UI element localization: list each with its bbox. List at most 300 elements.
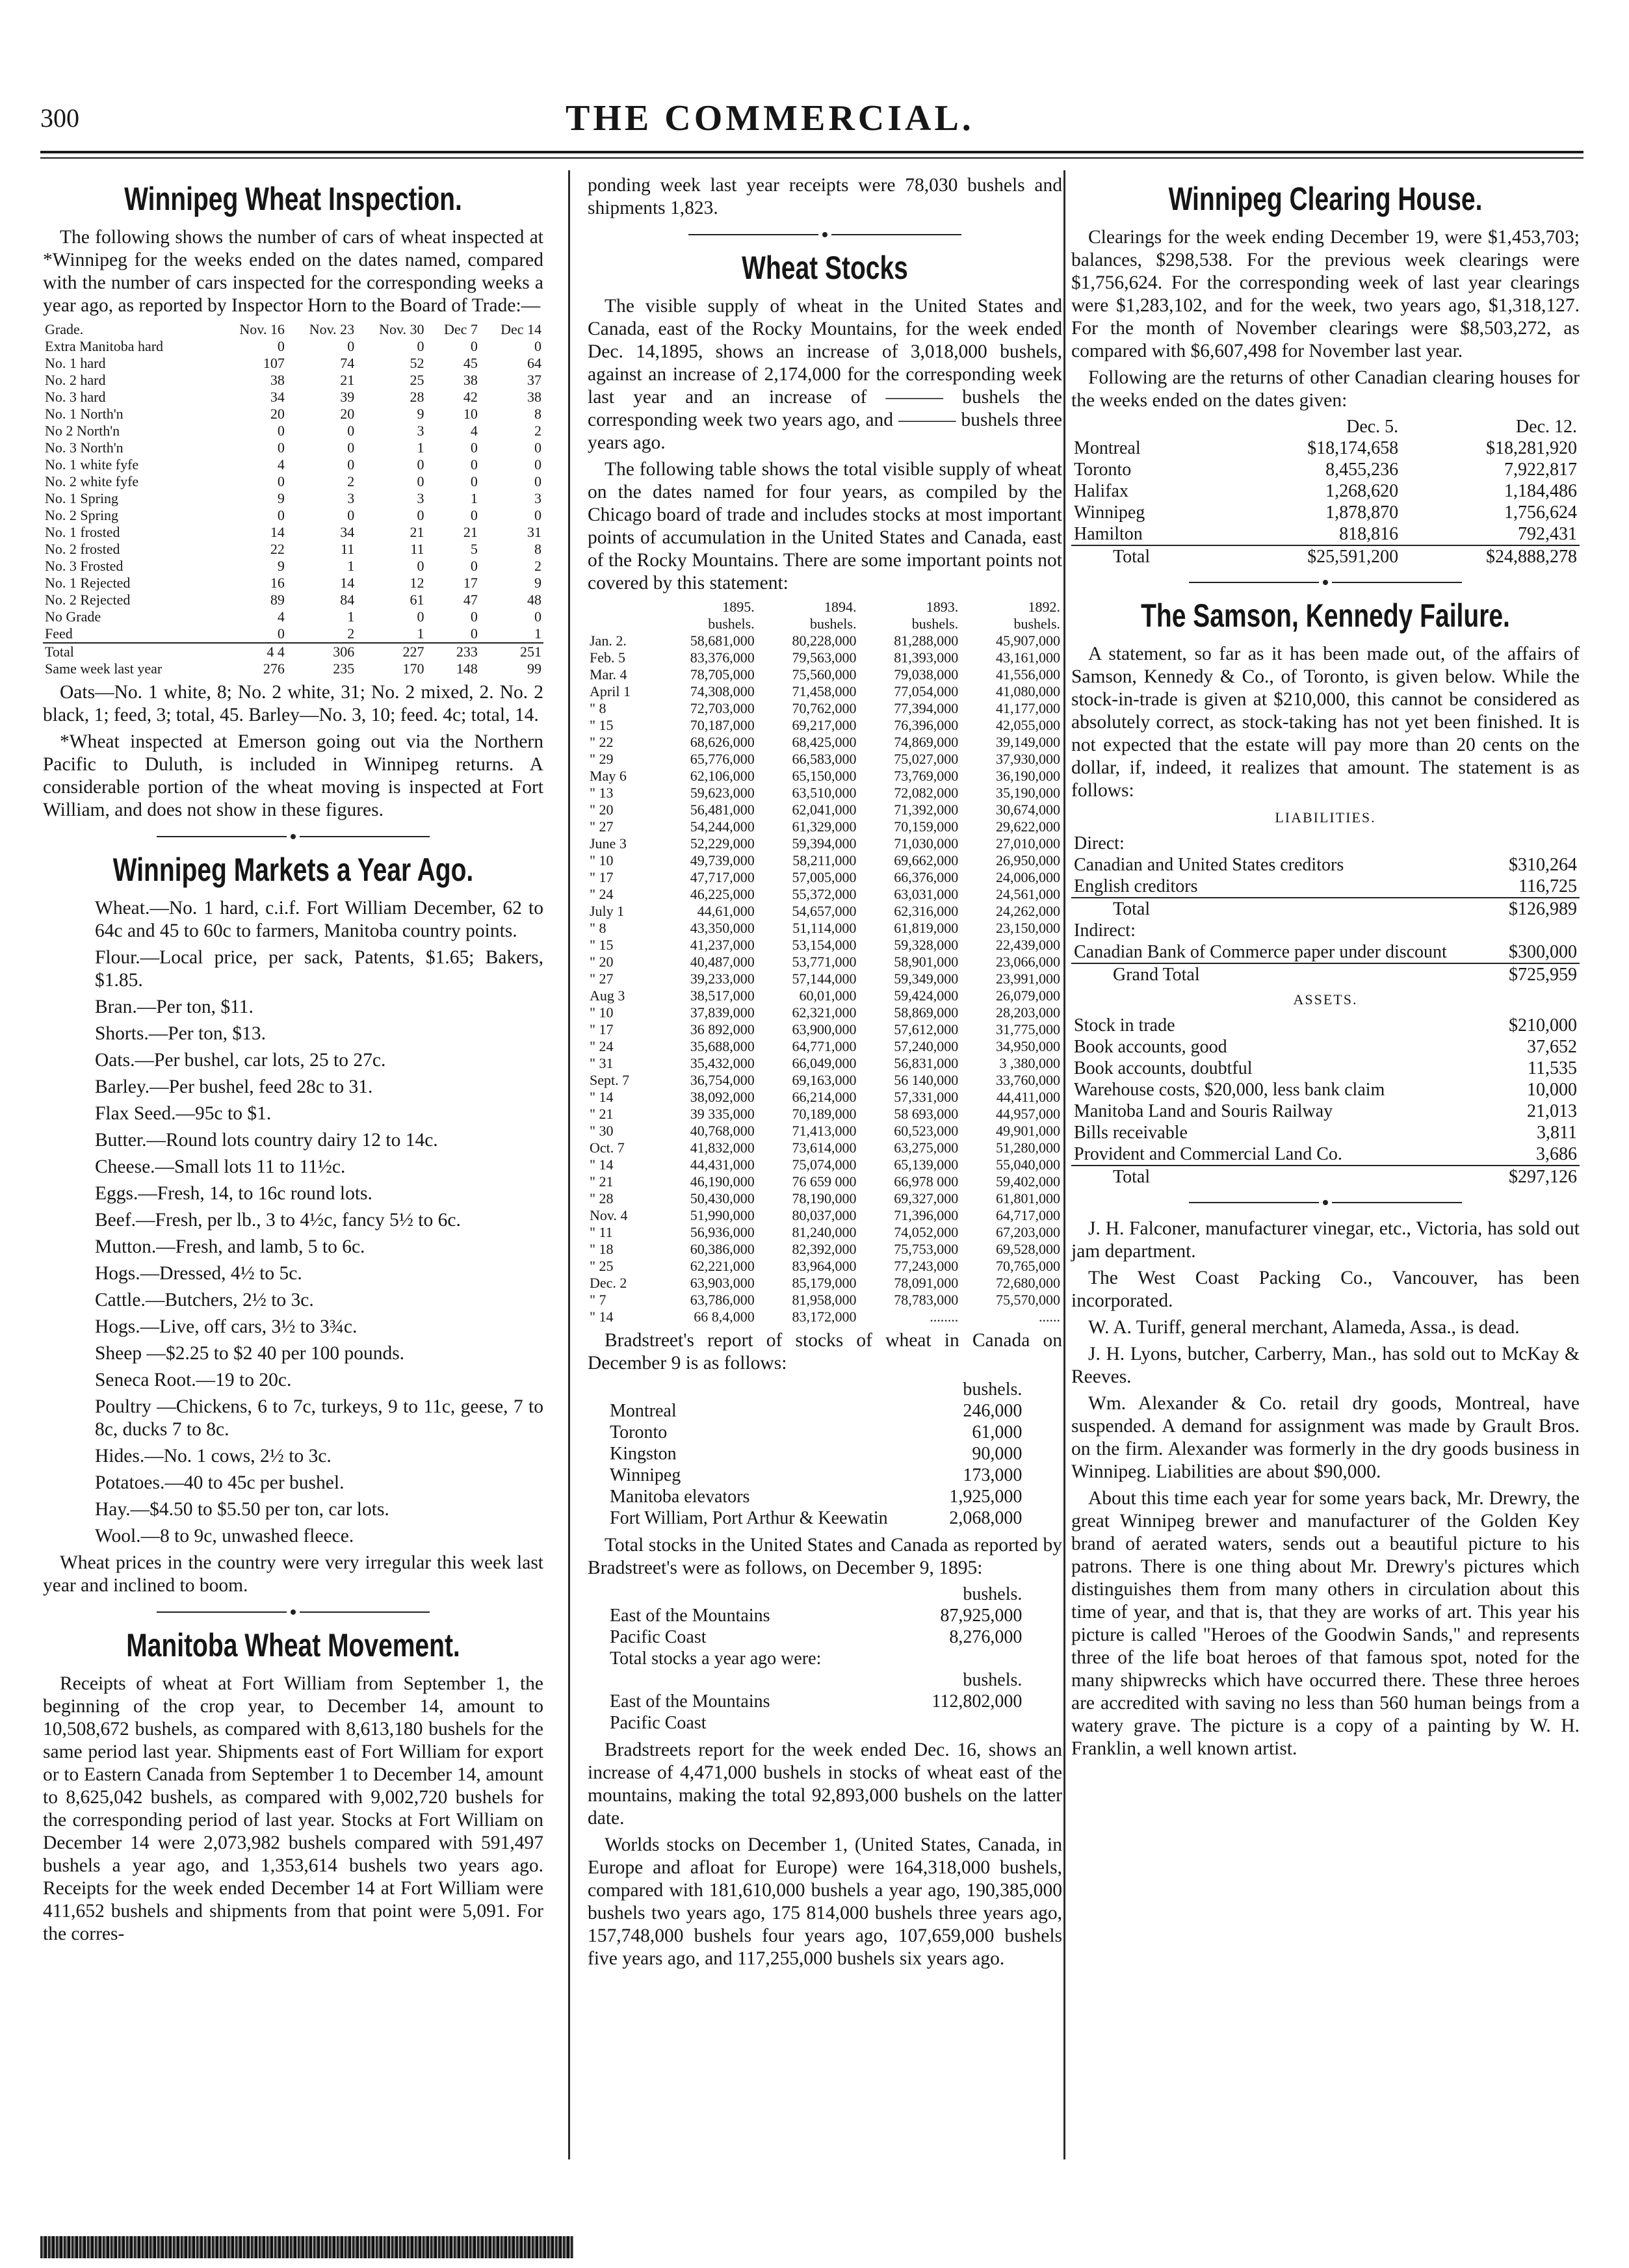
supply-cell: 56,481,000 <box>690 802 755 818</box>
asset-value: 37,652 <box>1527 1037 1577 1057</box>
supply-cell: 44,431,000 <box>690 1156 755 1173</box>
supply-cell: 39,233,000 <box>690 971 755 987</box>
supply-cell: 79,563,000 <box>792 649 857 666</box>
market-item: Barley.—Per bushel, feed 28c to 31. <box>95 1076 373 1097</box>
grade-cell: No. 1 frosted <box>45 524 120 540</box>
clearing-p2: Following are the returns of other Canadian clearing houses for the weeks ended on the dates given: <box>1071 367 1580 411</box>
stocks-p2: The following table shows the total visible supply of wheat on the dates named for four years, as compiled by the Chicago board of trade and includes stocks at most important points of accumulation in the United States and Canada, east of the Rocky Mountains. There are some important points not covered by this statement: <box>588 459 1062 593</box>
supply-cell: 72,703,000 <box>690 700 755 716</box>
asset-value: $210,000 <box>1509 1015 1577 1036</box>
amount-cell: 1,268,620 <box>1325 481 1399 501</box>
us-row <box>607 1605 1024 1626</box>
market-item: Hides.—No. 1 cows, 2½ to 3c. <box>95 1446 332 1466</box>
count-cell: 0 <box>277 473 285 489</box>
column-3 <box>1071 174 1580 1764</box>
count-cell: 3 <box>417 490 424 506</box>
supply-cell: 66,049,000 <box>792 1055 857 1071</box>
supply-cell: 45,907,000 <box>996 632 1060 649</box>
unit-header: bushels. <box>809 616 857 632</box>
supply-row <box>588 886 1062 903</box>
movement-text: Receipts of wheat at Fort William from September 1, the beginning of the crop year, to December 14, amount to 10,508,672 bushels, as compared with 8,613,180 bushels for the same period last year. Shipments east of Fort William for export or to Eastern Canada from September 1 to December 14, amount to 8,625,042 bushels, as compared with 9,002,720 bushels for the corresponding period of last year. Stocks at Fort William on December 14 were 2,073,982 bushels compared with 591,497 bushels a year ago, and 1,353,614 bushels two years ago. Receipts for the week ended December 14 at Fort William were 411,652 bushels and shipments from that point were 5,091. For the corres- <box>43 1673 543 1944</box>
supply-cell: 29,622,000 <box>996 818 1060 835</box>
count-cell: 0 <box>277 439 285 456</box>
inspection-header: Nov. 23 <box>309 321 355 337</box>
supply-cell: 74,052,000 <box>894 1224 959 1240</box>
clearing-total-label: Total <box>1071 545 1222 567</box>
supply-cell: 49,901,000 <box>996 1123 1060 1139</box>
stocks-p1: The visible supply of wheat in the United States and Canada, east of the Rocky Mountains, for the week ended Dec. 14,1895, shows an increase of 3,018,000 bushels, against an increase of 2,174,000 for the corresponding week last year and an increase of ——— bushels the corresponding week two years ago, and ——— bushels three years ago. <box>588 296 1062 453</box>
supply-cell: 61,801,000 <box>996 1190 1060 1206</box>
supply-cell: 24,006,000 <box>996 869 1060 885</box>
amount-cell: 1,756,624 <box>1504 502 1577 523</box>
supply-cell: 35,432,000 <box>690 1055 755 1071</box>
grade-cell: No Grade <box>45 608 101 625</box>
count-cell: 2 <box>347 625 355 642</box>
same-week-cell: 99 <box>527 660 541 677</box>
count-cell: 47 <box>463 592 478 608</box>
unit-spacer <box>588 616 655 632</box>
supply-cell: 69,217,000 <box>792 717 857 733</box>
supply-cell: 37,839,000 <box>690 1004 755 1021</box>
count-cell: 0 <box>470 507 478 523</box>
grade-cell: No. 3 North'n <box>45 439 124 456</box>
supply-cell: 78,190,000 <box>792 1190 857 1206</box>
supply-cell: 62,106,000 <box>690 768 755 784</box>
date-cell: " 8 <box>590 920 606 936</box>
date-cell: " 24 <box>590 886 614 902</box>
supply-cell: 83,376,000 <box>690 649 755 666</box>
supply-cell: 65,139,000 <box>894 1156 959 1173</box>
grand-total-value: $725,959 <box>1497 963 1580 985</box>
amount-cell: 8,455,236 <box>1325 460 1399 480</box>
supply-row <box>588 1038 1062 1055</box>
grade-cell: No. 2 Spring <box>45 507 119 523</box>
supply-cell: 81,958,000 <box>792 1292 857 1308</box>
supply-cell: 66,214,000 <box>792 1089 857 1105</box>
date-cell: " 27 <box>590 971 614 987</box>
count-cell: 11 <box>410 541 424 557</box>
separator <box>588 226 1062 241</box>
supply-cell: 28,203,000 <box>996 1004 1060 1021</box>
canada-row <box>607 1422 1024 1443</box>
inspection-row <box>43 625 543 643</box>
eng-creditors-value: 116,725 <box>1518 876 1577 896</box>
supply-cell: 69,662,000 <box>894 852 959 868</box>
location-cell: Montreal <box>610 1401 677 1421</box>
supply-cell: 65,150,000 <box>792 768 857 784</box>
date-cell: " 18 <box>590 1241 614 1257</box>
supply-cell: 44,411,000 <box>996 1089 1060 1105</box>
supply-cell: ...... <box>1039 1309 1060 1325</box>
bank-value: $300,000 <box>1509 942 1577 962</box>
date-cell: April 1 <box>590 683 631 699</box>
count-cell: 25 <box>410 372 424 388</box>
count-cell: 21 <box>340 372 355 388</box>
count-cell: 8 <box>534 541 541 557</box>
supply-cell: 78,705,000 <box>690 666 755 683</box>
supply-cell: 37,930,000 <box>996 751 1060 767</box>
column-divider-2 <box>1063 170 1065 2159</box>
supply-row <box>588 1072 1062 1089</box>
supply-cell: 34,950,000 <box>996 1038 1060 1054</box>
date-cell: Oct. 7 <box>590 1140 625 1156</box>
supply-row <box>588 1021 1062 1038</box>
supply-cell: 61,819,000 <box>894 920 959 936</box>
asset-value: 3,811 <box>1537 1123 1577 1143</box>
inspection-row <box>43 406 543 423</box>
count-cell: 4 <box>277 608 285 625</box>
clearing-row <box>1071 437 1580 459</box>
inspection-row <box>43 558 543 575</box>
date-cell: " 24 <box>590 1038 614 1054</box>
count-cell: 1 <box>470 490 478 506</box>
count-cell: 0 <box>417 608 424 625</box>
supply-cell: 66,376,000 <box>894 869 959 885</box>
count-cell: 64 <box>527 355 541 371</box>
count-cell: 21 <box>463 524 478 540</box>
supply-cell: 72,680,000 <box>996 1275 1060 1291</box>
supply-cell: 22,439,000 <box>996 937 1060 953</box>
count-cell: 3 <box>534 490 541 506</box>
date-cell: " 14 <box>590 1309 614 1325</box>
amount-cell: 1,184,486 <box>1504 481 1577 501</box>
supply-cell: 79,038,000 <box>894 666 959 683</box>
count-cell: 0 <box>277 625 285 642</box>
city-cell: Montreal <box>1074 438 1141 458</box>
supply-cell: 47,717,000 <box>690 869 755 885</box>
market-item: Wheat.—No. 1 hard, c.i.f. Fort William December, 62 to 64c and 45 to 60c to farmers, Manitoba country points. <box>95 898 543 941</box>
separator <box>1071 574 1580 588</box>
column-divider-1 <box>568 170 570 2159</box>
date-cell: " 21 <box>590 1173 614 1190</box>
inspection-header: Dec 7 <box>444 321 478 337</box>
supply-cell: 58,681,000 <box>690 632 755 649</box>
supply-cell: 66,583,000 <box>792 751 857 767</box>
supply-cell: 62,321,000 <box>792 1004 857 1021</box>
count-cell: 20 <box>270 406 285 422</box>
count-cell: 0 <box>347 423 355 439</box>
date-cell: " 31 <box>590 1055 614 1071</box>
amount-cell: 7,922,817 <box>1504 460 1577 480</box>
supply-cell: 62,041,000 <box>792 802 857 818</box>
markets-list <box>43 897 543 1548</box>
unit-row <box>607 1584 1024 1605</box>
location-cell: Kingston <box>610 1444 677 1464</box>
amount-cell: 792,431 <box>1518 524 1577 544</box>
asset-value: 10,000 <box>1527 1080 1577 1100</box>
supply-cell: 70,187,000 <box>690 717 755 733</box>
market-item: Oats.—Per bushel, car lots, 25 to 27c. <box>95 1050 386 1071</box>
date-cell: Nov. 4 <box>590 1207 628 1223</box>
asset-label: Book accounts, good <box>1074 1037 1227 1057</box>
supply-row <box>588 683 1062 700</box>
markets-title: Winnipeg Markets a Year Ago. <box>112 852 474 888</box>
grade-cell: No. 2 frosted <box>45 541 120 557</box>
count-cell: 1 <box>534 625 541 642</box>
clearing-col-dec5: Dec. 5. <box>1346 417 1399 437</box>
supply-row <box>588 1275 1062 1292</box>
date-cell: " 20 <box>590 802 614 818</box>
count-cell: 42 <box>463 389 478 405</box>
supply-cell: 81,393,000 <box>894 649 959 666</box>
count-cell: 9 <box>277 490 285 506</box>
grade-cell: Feed <box>45 625 73 642</box>
count-cell: 0 <box>277 507 285 523</box>
count-cell: 84 <box>340 592 355 608</box>
canada-row <box>607 1465 1024 1486</box>
market-item: Potatoes.—40 to 45c per bushel. <box>95 1472 345 1493</box>
date-cell: Feb. 5 <box>590 649 625 666</box>
date-cell: " 17 <box>590 869 614 885</box>
unit-header: bushels. <box>1013 616 1060 632</box>
business-note: Wm. Alexander & Co. retail dry goods, Montreal, have suspended. A demand for assignment was made by Grault Bros. on the firm. Alexander was formerly in the dry goods business in Winnipeg. Liabilities are about $90,000. <box>1071 1393 1580 1482</box>
oats-barley-summary: Oats—No. 1 white, 8; No. 2 white, 31; No. 2 mixed, 2. No. 2 black, 1; feed, 3; total, 45. Barley—No. 3, 10; feed. 4c; total, 14. <box>43 682 543 725</box>
supply-cell: 59,424,000 <box>894 987 959 1004</box>
supply-cell: 43,161,000 <box>996 649 1060 666</box>
supply-cell: 35,190,000 <box>996 785 1060 801</box>
count-cell: 3 <box>347 490 355 506</box>
supply-cell: 27,010,000 <box>996 835 1060 852</box>
date-cell: " 28 <box>590 1190 614 1206</box>
count-cell: 4 <box>470 423 478 439</box>
same-week-cell: 170 <box>402 660 424 677</box>
unit-spacer <box>607 1584 872 1605</box>
count-cell: 0 <box>534 473 541 489</box>
market-item: Wool.—8 to 9c, unwashed fleece. <box>95 1526 354 1546</box>
business-note: W. A. Turiff, general merchant, Alameda, Assa., is dead. <box>1088 1317 1520 1338</box>
supply-cell: 38,092,000 <box>690 1089 755 1105</box>
eng-creditors-label: English creditors <box>1074 876 1198 896</box>
date-cell: " 10 <box>590 852 614 868</box>
column-2 <box>588 174 1062 1974</box>
asset-label: Manitoba Land and Souris Railway <box>1074 1101 1333 1121</box>
count-cell: 0 <box>534 456 541 473</box>
count-cell: 1 <box>347 608 355 625</box>
supply-cell: 51,280,000 <box>996 1140 1060 1156</box>
year-header: 1892. <box>1028 599 1060 615</box>
supply-cell: 70,765,000 <box>996 1258 1060 1274</box>
count-cell: 0 <box>277 423 285 439</box>
count-cell: 28 <box>410 389 424 405</box>
clearing-row <box>1071 459 1580 480</box>
supply-row <box>588 649 1062 666</box>
amount-cell: $18,281,920 <box>1486 438 1577 458</box>
supply-row <box>588 1258 1062 1275</box>
supply-cell: 75,753,000 <box>894 1241 959 1257</box>
clearing-row <box>1071 523 1580 545</box>
asset-row <box>1071 1058 1580 1079</box>
supply-row <box>588 768 1062 785</box>
asset-row <box>1071 1143 1580 1166</box>
city-cell: Halifax <box>1074 481 1128 501</box>
count-cell: 0 <box>534 608 541 625</box>
count-cell: 3 <box>417 423 424 439</box>
supply-row <box>588 920 1062 937</box>
asset-value: 11,535 <box>1528 1058 1577 1078</box>
date-cell: " 21 <box>590 1106 614 1122</box>
supply-cell: 63,900,000 <box>792 1021 857 1037</box>
date-cell: Aug 3 <box>590 987 625 1004</box>
asset-label: Bills receivable <box>1074 1123 1188 1143</box>
supply-cell: 76 659 000 <box>792 1173 857 1190</box>
market-item: Sheep —$2.25 to $2 40 per 100 pounds. <box>95 1343 405 1364</box>
supply-cell: 82,392,000 <box>792 1241 857 1257</box>
supply-row <box>588 971 1062 987</box>
supply-cell: 41,237,000 <box>690 937 755 953</box>
market-item: Cheese.—Small lots 11 to 11½c. <box>95 1156 346 1177</box>
supply-cell: 71,458,000 <box>792 683 857 699</box>
count-cell: 0 <box>470 439 478 456</box>
masthead-title: THE COMMERCIAL. <box>566 98 974 138</box>
supply-row <box>588 1309 1062 1325</box>
same-week-cell: 148 <box>456 660 478 677</box>
separator <box>43 1604 543 1618</box>
count-cell: 8 <box>534 406 541 422</box>
unit-spacer <box>607 1669 872 1691</box>
supply-row <box>588 717 1062 734</box>
count-cell: 20 <box>340 406 355 422</box>
count-cell: 0 <box>470 608 478 625</box>
supply-cell: 85,179,000 <box>792 1275 857 1291</box>
inspection-header: Grade. <box>45 321 84 337</box>
business-note: J. H. Lyons, butcher, Carberry, Man., has sold out to McKay & Reeves. <box>1071 1344 1580 1387</box>
supply-cell: 57,612,000 <box>894 1021 959 1037</box>
supply-cell: 65,776,000 <box>690 751 755 767</box>
supply-cell: 67,203,000 <box>996 1224 1060 1240</box>
clearing-col-dec12: Dec. 12. <box>1515 417 1577 437</box>
date-cell: " 10 <box>590 1004 614 1021</box>
supply-cell: 60,386,000 <box>690 1241 755 1257</box>
inspection-row <box>43 592 543 608</box>
inspection-row <box>43 575 543 592</box>
asset-row <box>1071 1036 1580 1058</box>
grade-cell: No. 2 white fyfe <box>45 473 139 489</box>
year-header: 1893. <box>926 599 959 615</box>
count-cell: 38 <box>463 372 478 388</box>
business-note: J. H. Falconer, manufacturer vinegar, etc., Victoria, has sold out jam department. <box>1071 1218 1580 1262</box>
count-cell: 11 <box>341 541 355 557</box>
market-item: Hay.—$4.50 to $5.50 per ton, car lots. <box>95 1499 389 1520</box>
count-cell: 0 <box>347 338 355 354</box>
supply-cell: 42,055,000 <box>996 717 1060 733</box>
inspection-row <box>43 456 543 473</box>
supply-cell: 75,560,000 <box>792 666 857 683</box>
stocks-title: Wheat Stocks <box>742 250 908 286</box>
supply-cell: 46,190,000 <box>690 1173 755 1190</box>
page-number: 300 <box>40 103 79 133</box>
date-cell: " 29 <box>590 751 614 767</box>
date-cell: " 8 <box>590 700 606 716</box>
direct-label: Direct: <box>1074 833 1125 854</box>
date-cell: " 15 <box>590 937 614 953</box>
supply-cell: 24,262,000 <box>996 903 1060 919</box>
grade-cell: No. 2 hard <box>45 372 106 388</box>
count-cell: 0 <box>470 558 478 574</box>
count-cell: 1 <box>417 625 424 642</box>
count-cell: 14 <box>340 575 355 591</box>
inspection-note: *Wheat inspected at Emerson going out via the Northern Pacific to Duluth, is included in Winnipeg returns. A considerable portion of the wheat moving is inspected at Fort William, and does not show in these figures. <box>43 731 543 820</box>
total-cell: Total <box>43 643 217 660</box>
date-cell: " 14 <box>590 1156 614 1173</box>
market-item: Seneca Root.—19 to 20c. <box>95 1370 292 1390</box>
supply-cell: 40,487,000 <box>690 954 755 970</box>
supply-cell: 73,769,000 <box>894 768 959 784</box>
supply-cell: 23,066,000 <box>996 954 1060 970</box>
supply-cell: 36,754,000 <box>690 1072 755 1088</box>
supply-cell: 60,01,000 <box>799 987 857 1004</box>
count-cell: 2 <box>347 473 355 489</box>
count-cell: 74 <box>340 355 355 371</box>
count-cell: 48 <box>527 592 541 608</box>
supply-cell: 26,950,000 <box>996 852 1060 868</box>
samson-title: The Samson, Kennedy Failure. <box>1141 597 1510 634</box>
supply-cell: 73,614,000 <box>792 1140 857 1156</box>
supply-cell: 71,030,000 <box>894 835 959 852</box>
supply-row <box>588 802 1062 818</box>
market-item: Shorts.—Per ton, $13. <box>95 1023 267 1044</box>
total-stocks-intro: Total stocks in the United States and Canada as reported by Bradstreet's were as follows, on December 9, 1895: <box>588 1535 1062 1578</box>
region-cell: East of the Mountains <box>610 1606 770 1626</box>
supply-cell: 75,027,000 <box>894 751 959 767</box>
supply-cell: 61,329,000 <box>792 818 857 835</box>
count-cell: 61 <box>410 592 424 608</box>
supply-cell: 51,990,000 <box>690 1207 755 1223</box>
separator <box>1071 1194 1580 1208</box>
supply-cell: 58,211,000 <box>792 852 857 868</box>
liabilities-table <box>1071 833 1580 985</box>
supply-row <box>588 1241 1062 1258</box>
supply-row <box>588 937 1062 954</box>
count-cell: 38 <box>527 389 541 405</box>
date-cell: Dec. 2 <box>590 1275 627 1291</box>
bushels-cell: 112,802,000 <box>932 1691 1023 1712</box>
supply-row <box>588 1224 1062 1241</box>
count-cell: 0 <box>470 338 478 354</box>
year-ago-label: Total stocks a year ago were: <box>610 1649 822 1669</box>
count-cell: 0 <box>534 439 541 456</box>
inspection-row <box>43 439 543 456</box>
market-item: Cattle.—Butchers, 2½ to 3c. <box>95 1290 314 1310</box>
supply-cell: 52,229,000 <box>690 835 755 852</box>
supply-cell: 57,240,000 <box>894 1038 959 1054</box>
supply-cell: 56,936,000 <box>690 1224 755 1240</box>
region-cell: Pacific Coast <box>610 1713 707 1733</box>
supply-cell: 75,570,000 <box>996 1292 1060 1308</box>
total-cell: 227 <box>356 643 426 660</box>
unit-label: bushels. <box>963 1670 1023 1690</box>
asset-row <box>1071 1015 1580 1036</box>
date-cell: " 30 <box>590 1123 614 1139</box>
grade-cell: No. 1 hard <box>45 355 106 371</box>
count-cell: 0 <box>417 558 424 574</box>
clearing-table <box>1071 416 1580 567</box>
bushels-cell <box>872 1712 1024 1734</box>
supply-cell: 71,413,000 <box>792 1123 857 1139</box>
supply-cell: 56 140,000 <box>894 1072 959 1088</box>
supply-row <box>588 1089 1062 1106</box>
date-cell: " 11 <box>590 1224 613 1240</box>
supply-cell: 23,150,000 <box>996 920 1060 936</box>
supply-cell: 64,771,000 <box>792 1038 857 1054</box>
count-cell: 22 <box>270 541 285 557</box>
date-cell: May 6 <box>590 768 627 784</box>
canada-row <box>607 1507 1024 1529</box>
print-smudge <box>40 2236 573 2258</box>
date-cell: " 22 <box>590 734 614 750</box>
count-cell: 0 <box>347 507 355 523</box>
supply-cell: 60,523,000 <box>894 1123 959 1139</box>
supply-cell: 39 335,000 <box>690 1106 755 1122</box>
